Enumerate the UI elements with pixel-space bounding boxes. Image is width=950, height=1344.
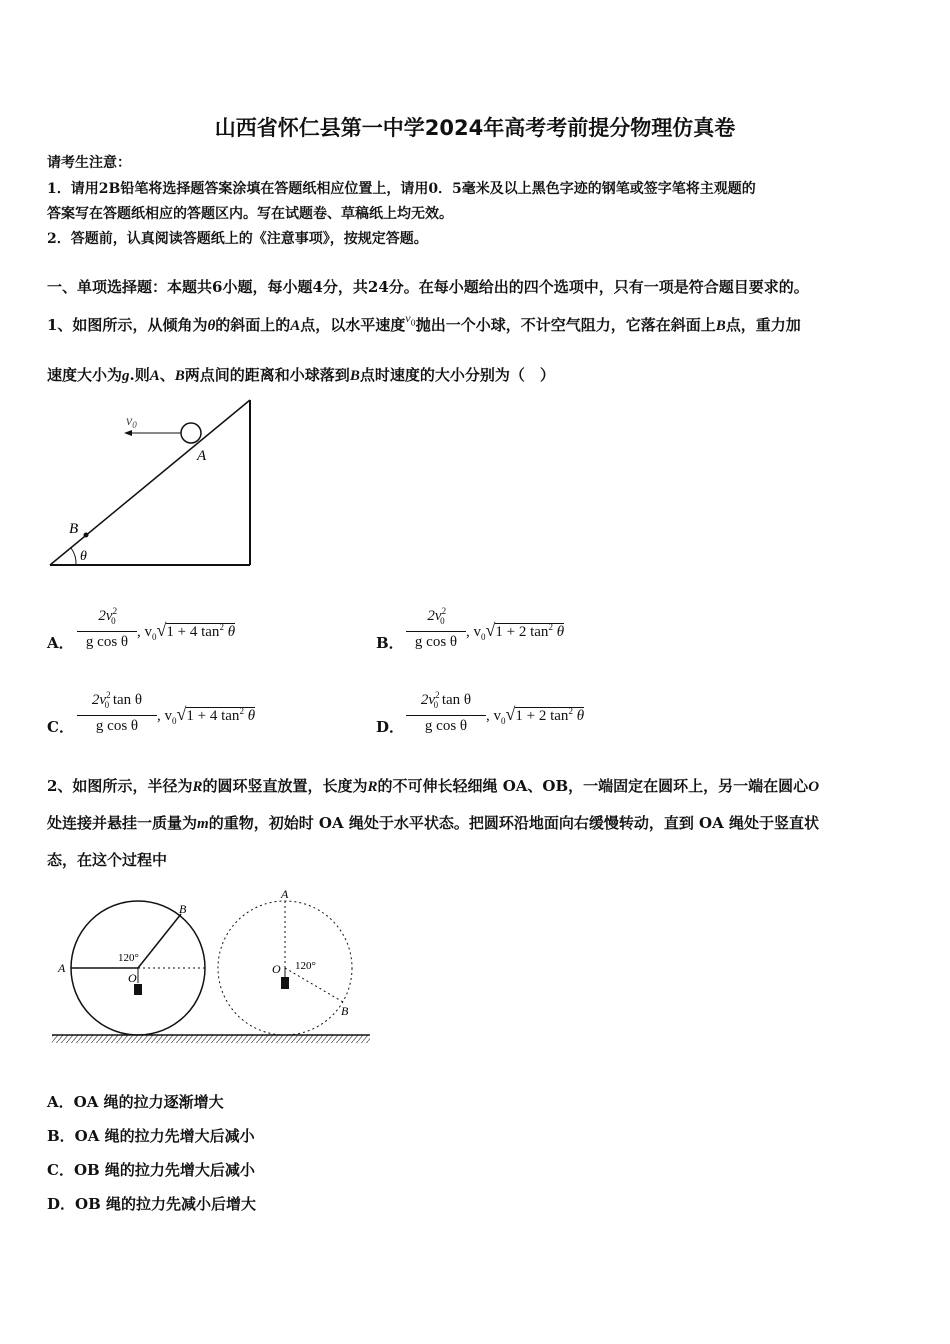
ring-figure <box>48 885 378 1050</box>
v0: v <box>405 311 411 325</box>
rope-ob <box>138 914 181 968</box>
option-b[interactable]: B．OA 绳的拉力先增大后减小 <box>47 1127 255 1145</box>
text: 处连接并悬挂一质量为 <box>47 814 198 832</box>
question-2-line <box>47 775 819 796</box>
option-a[interactable]: A．OA 绳的拉力逐渐增大 <box>47 1093 224 1111</box>
fraction-bar <box>406 715 486 716</box>
point-b-dot <box>84 533 89 538</box>
num: 2v <box>98 608 113 624</box>
option-label: B． <box>376 634 404 652</box>
radicand <box>186 707 255 724</box>
text: 的圆环竖直放置，长度为 <box>202 777 368 795</box>
sup: 2 <box>548 622 553 632</box>
theta: θ <box>576 708 585 724</box>
sub: 0 <box>481 632 486 642</box>
sub: 0 <box>501 716 506 726</box>
point-b: B <box>349 368 360 384</box>
option-c[interactable]: C．OB 绳的拉力先增大后减小 <box>47 1161 255 1179</box>
comma-v: , v <box>486 708 501 724</box>
rad: 1 + 2 tan <box>495 624 549 640</box>
denominator: g cos θ <box>95 718 139 734</box>
fraction-bar <box>406 631 466 632</box>
text: 速度大小为 <box>47 366 123 384</box>
num: 2v <box>91 692 107 708</box>
fraction-bar <box>77 631 137 632</box>
notice-heading: 请考生注意： <box>47 155 131 171</box>
sup: 2 <box>106 690 111 700</box>
sub: 0 <box>440 616 445 626</box>
point-a: A <box>290 318 301 334</box>
sub: 0 <box>433 700 439 710</box>
radicand <box>166 623 235 640</box>
numerator <box>77 606 137 626</box>
rad: 1 + 4 tan <box>166 624 220 640</box>
fraction-bar <box>77 715 157 716</box>
rad: 1 + 4 tan <box>186 708 240 724</box>
option-d[interactable] <box>376 690 706 742</box>
label-o: O <box>128 971 137 985</box>
text: 点，重力加 <box>725 316 801 334</box>
num: 2v <box>427 608 442 624</box>
point-a-label: A <box>197 448 207 464</box>
numerator <box>406 690 486 710</box>
tan: tan θ <box>109 692 143 708</box>
option-a[interactable] <box>47 606 377 658</box>
sub: 0 <box>111 616 116 626</box>
denominator: g cos θ <box>85 634 129 650</box>
ball <box>181 423 201 443</box>
o: O <box>808 779 820 795</box>
notice-line: 2．答题前，认真阅读答题纸上的《注意事项》，按规定答题。 <box>47 231 428 247</box>
r: R <box>192 779 203 795</box>
label-a: A <box>58 961 66 975</box>
text: 的斜面上的 <box>215 316 291 334</box>
point-b: B <box>715 318 726 334</box>
theta: θ <box>247 708 256 724</box>
point-b: B <box>174 368 185 384</box>
option-label: D． <box>376 718 405 736</box>
rope-ob-rotated <box>285 968 343 1002</box>
sup: 2 <box>112 606 118 616</box>
arrowhead <box>124 430 132 436</box>
comma-v: , v <box>466 624 481 640</box>
numerator <box>406 606 466 626</box>
radicand <box>495 623 564 640</box>
option-b[interactable] <box>376 606 706 658</box>
section-heading: 一、单项选择题：本题共6小题，每小题4分，共24分。在每小题给出的四个选项中，只有一项是符合题目要求的。 <box>47 278 809 296</box>
sup: 2 <box>441 606 447 616</box>
theta-label: θ <box>80 549 87 564</box>
denominator: g cos θ <box>414 634 458 650</box>
v0-label: $v_0$ <box>126 414 137 430</box>
angle-label: 120° <box>118 952 139 964</box>
root-part: , $v_0√1 + 4$ $\tan^2 \theta$ <box>157 704 256 726</box>
point-a: A <box>149 368 160 384</box>
theta: θ <box>227 624 236 640</box>
text: 点时速度的大小分别为（ ） <box>359 366 555 384</box>
text: 的重物，初始时 OA 绳处于水平状态。把圆环沿地面向右缓慢转动，直到 OA 绳处于竖直状 <box>208 814 819 832</box>
r: R <box>367 779 378 795</box>
point-b-label: B <box>69 521 79 537</box>
root-part: , $v_0√1 + 4$ $\tan^2 \theta$ <box>137 620 236 642</box>
numerator <box>77 690 157 710</box>
option-c[interactable] <box>47 690 377 742</box>
sup: 2 <box>239 706 244 716</box>
sup: 2 <box>568 706 573 716</box>
text: 的不可伸长轻细绳 OA、OB，一端固定在圆环上，另一端在圆心 <box>377 777 809 795</box>
text: 、 <box>159 366 175 384</box>
sup: 2 <box>435 690 440 700</box>
num: 2v <box>420 692 436 708</box>
theta: θ <box>556 624 565 640</box>
label-a: A <box>281 887 289 901</box>
label-b: B <box>179 902 187 916</box>
ground-hatch <box>52 1035 370 1043</box>
incline-figure <box>40 390 270 575</box>
weight <box>134 984 142 995</box>
subscript: 0 <box>410 318 416 328</box>
sub: 0 <box>104 700 110 710</box>
tan: tan θ <box>438 692 472 708</box>
notice-line: 1．请用2B铅笔将选择题答案涂填在答题纸相应位置上，请用0．5毫米及以上黑色字迹的钢笔或签字笔将主观题的 <box>47 181 756 197</box>
text: 2、如图所示，半径为 <box>47 777 193 795</box>
question-1-line <box>47 364 555 385</box>
angle-label: 120° <box>295 960 316 972</box>
option-d[interactable]: D．OB 绳的拉力先减小后增大 <box>47 1195 256 1213</box>
g: g <box>122 368 130 384</box>
rad: 1 + 2 tan <box>515 708 569 724</box>
question-1-line <box>47 311 801 335</box>
sup: 2 <box>219 622 224 632</box>
notice-line: 答案写在答题纸相应的答题区内。写在试题卷、草稿纸上均无效。 <box>47 206 453 222</box>
comma-v: , v <box>137 624 152 640</box>
label-b: B <box>341 1004 349 1018</box>
sub: 0 <box>152 632 157 642</box>
page-title: 山西省怀仁县第一中学2024年高考考前提分物理仿真卷 <box>214 116 736 140</box>
sub: 0 <box>172 716 177 726</box>
text: .则 <box>129 366 150 384</box>
root-part: , $v_0√1 + 2$ $\tan^2 \theta$ <box>486 704 585 726</box>
m: m <box>197 816 209 832</box>
question-2-line: 态，在这个过程中 <box>47 851 168 869</box>
root-part: , $v_0√1 + 2$ $\tan^2 \theta$ <box>466 620 565 642</box>
label-o: O <box>272 962 281 976</box>
denominator: g cos θ <box>424 718 468 734</box>
text: 两点间的距离和小球落到 <box>184 366 350 384</box>
radicand <box>515 707 584 724</box>
weight <box>281 977 289 989</box>
question-2-line <box>47 812 819 833</box>
option-label: A． <box>47 634 74 652</box>
text: 抛出一个小球，不计空气阻力，它落在斜面上 <box>415 316 716 334</box>
text: 1、如图所示，从倾角为 <box>47 316 208 334</box>
comma-v: , v <box>157 708 172 724</box>
angle-arc <box>71 548 76 565</box>
theta: θ <box>207 318 216 334</box>
text: 点，以水平速度 <box>300 316 406 334</box>
option-label: C． <box>47 718 74 736</box>
incline-slope <box>50 400 250 565</box>
